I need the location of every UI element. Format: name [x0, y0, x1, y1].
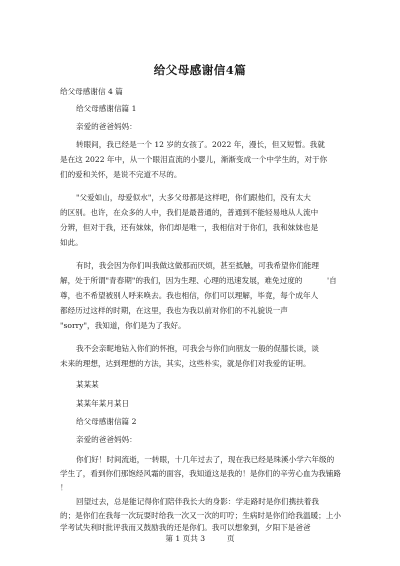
letter1-p1-line: 是在这 2022 年中，从一个眼泪直流的小婴儿，渐渐变成一个中学生的，对于你 [60, 155, 328, 164]
letter1-p2-line: 分辨，但对于我，还有妹妹，你们却是唯一，我相信对于你们，我和妹妹也是 [60, 223, 319, 232]
letter1-greeting: 亲爱的爸爸妈妈： [76, 122, 137, 131]
letter1-date: 某某年某月某日 [76, 399, 130, 408]
letter1-p2-line: "父爱如山，母爱似水"，大多父母都是这样吧，你们跟他们，没有太大 [76, 193, 311, 202]
letter1-p3-line: 尊，也不希望被别人呼来唤去。我也相信，你们可以理解，毕竟，每个成年人 [60, 291, 319, 300]
letter1-p3-line: 解，处于所谓"青春期"的我们，因为生理、心理的迅速发展，难免过度的 [60, 276, 303, 285]
letter2-greeting: 亲爱的爸爸妈妈： [76, 435, 137, 444]
letter1-p3-line: "sorry"，我知道，你们是为了我好。 [60, 321, 186, 330]
letter1-heading: 给父母感谢信篇 1 [76, 104, 137, 113]
letter1-p1-line: 们的爱和关怀，是说不完道不尽的。 [60, 170, 182, 179]
letter2-p1-line: ！ [60, 483, 68, 492]
letter1-p3-fragment: '自 [327, 276, 337, 285]
letter1-signature: 某某某 [76, 380, 99, 389]
document-title: 给父母感谢信4篇 [153, 63, 247, 77]
page-number-label: 第 1 页共 3 [165, 534, 206, 543]
letter2-p1-line: 你们好！时间流逝，一转眼，十几年过去了，现在我已经是珠溪小学六年级的 [76, 455, 335, 464]
letter2-p2-line: 的；是你们在我每一次玩耍时给我一次又一次的叮咛；生病时是你们给我温暖；上小 [60, 511, 341, 520]
page-number-suffix: 页 [227, 534, 235, 543]
document-subtitle: 给父母感谢信 4 篇 [60, 87, 123, 96]
letter1-p2-line: 的区别。也许，在众多的人中，我们是最普通的，普通到不能轻易地从人流中 [60, 208, 319, 217]
letter1-p4-line: 我不会亲昵地钻入你们的怀抱，可我会与你们向朋友一般的促膝长谈，谈 [76, 344, 319, 353]
letter2-p2-line: 学考试失利时批评我而又鼓励我的还是你们。我可以想象到，夕阳下是爸爸 [60, 523, 311, 532]
letter1-p3-line: 都经历过这样的时期，在这里，我也为我以前对你们的不礼貌说一声 [60, 306, 288, 315]
letter2-p1-line: 学生了，看到你们那饱经风霜的面容，我知道这是我的！是你们的辛劳心血为我铺路 [60, 469, 341, 478]
letter1-p4-line: 未来的理想，达到理想的方法，其实，这些朴实，就是你们对我爱的证明。 [60, 359, 311, 368]
letter1-p2-line: 如此。 [60, 238, 83, 247]
letter1-p1-line: 转眼间，我已经是一个 12 岁的女孩了。2022 年，漫长，但又短暂。我就 [76, 140, 325, 149]
letter2-p2-line: 回望过去，总是能记得你们陪伴我长大的身影：学走路时是你们携扶着我 [76, 497, 319, 506]
letter2-heading: 给父母感谢信篇 2 [76, 417, 137, 426]
letter1-p3-line: 有时，我会因为你们叫我做这做那而厌烦，甚至抵触，可我希望你们能理 [76, 261, 319, 270]
page-footer [0, 533, 400, 544]
